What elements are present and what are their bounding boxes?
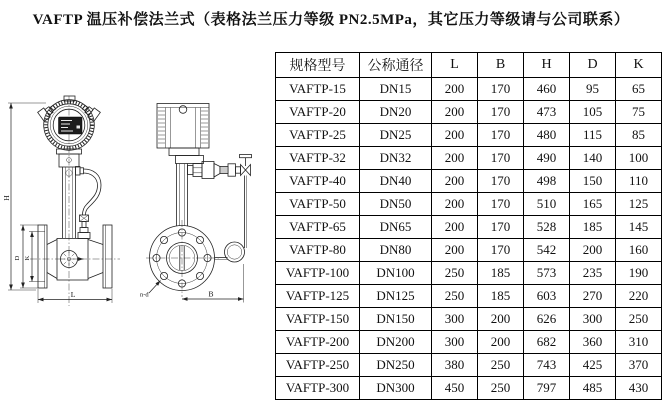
spec-cell: 425 <box>570 354 616 377</box>
spec-cell: VAFTP-100 <box>276 262 360 285</box>
spec-cell: 185 <box>478 262 524 285</box>
spec-cell: VAFTP-65 <box>276 216 360 239</box>
spec-cell: 235 <box>570 262 616 285</box>
spec-cell: 498 <box>524 170 570 193</box>
spec-cell: VAFTP-40 <box>276 170 360 193</box>
table-row <box>276 124 662 147</box>
dim-label-B: B <box>208 289 214 299</box>
flowmeter-side-view <box>2 96 120 306</box>
dim-label-D: D <box>14 255 21 261</box>
spec-cell: DN25 <box>360 124 432 147</box>
spec-cell: 200 <box>432 193 478 216</box>
flange-face <box>140 220 221 299</box>
transmitter-housing <box>157 104 209 164</box>
spec-cell: 220 <box>616 285 662 308</box>
spec-cell: 528 <box>524 216 570 239</box>
spec-cell: 797 <box>524 377 570 400</box>
spec-cell: 170 <box>478 124 524 147</box>
table-row <box>276 78 662 101</box>
spec-cell: 250 <box>478 377 524 400</box>
bolt-hole-callout <box>140 281 161 299</box>
table-row <box>276 216 662 239</box>
spec-cell: 510 <box>524 193 570 216</box>
column-header: B <box>478 53 524 78</box>
table-row <box>276 101 662 124</box>
spec-cell: 200 <box>432 170 478 193</box>
column-header: L <box>432 53 478 78</box>
dimension-K <box>24 232 45 282</box>
spec-cell: 682 <box>524 331 570 354</box>
spec-cell: 85 <box>616 124 662 147</box>
spec-cell: VAFTP-250 <box>276 354 360 377</box>
spec-cell: 200 <box>478 308 524 331</box>
spec-table-body <box>276 78 662 400</box>
spec-cell: VAFTP-300 <box>276 377 360 400</box>
column-header: K <box>616 53 662 78</box>
table-row <box>276 354 662 377</box>
spec-table-head-row <box>276 53 662 78</box>
table-row <box>276 193 662 216</box>
spec-cell: VAFTP-200 <box>276 331 360 354</box>
spec-cell: 170 <box>478 193 524 216</box>
housing-fins-left <box>158 111 165 143</box>
table-row <box>276 170 662 193</box>
spec-cell: DN15 <box>360 78 432 101</box>
flange-left <box>38 225 47 288</box>
spec-cell: 170 <box>478 216 524 239</box>
spec-cell: 485 <box>570 377 616 400</box>
spec-cell: VAFTP-32 <box>276 147 360 170</box>
needle-valve <box>240 155 252 176</box>
spec-cell: VAFTP-80 <box>276 239 360 262</box>
neck-tube <box>177 164 188 227</box>
table-row <box>276 285 662 308</box>
spec-cell: 185 <box>570 216 616 239</box>
dim-label-n-d: n-d <box>140 291 149 299</box>
table-row <box>276 377 662 400</box>
spec-cell: 250 <box>478 354 524 377</box>
pressure-pipe <box>76 167 102 239</box>
spec-cell: 110 <box>616 170 662 193</box>
spec-cell: 626 <box>524 308 570 331</box>
spec-cell: 380 <box>432 354 478 377</box>
spec-cell: DN200 <box>360 331 432 354</box>
spec-cell: 573 <box>524 262 570 285</box>
spec-cell: 250 <box>432 262 478 285</box>
flange-right <box>103 225 112 288</box>
column-header: D <box>570 53 616 78</box>
spec-cell: DN150 <box>360 308 432 331</box>
spec-cell: 250 <box>616 308 662 331</box>
spec-cell: DN125 <box>360 285 432 308</box>
spec-cell: 200 <box>432 147 478 170</box>
spec-cell: VAFTP-25 <box>276 124 360 147</box>
spec-cell: 75 <box>616 101 662 124</box>
spec-cell: 473 <box>524 101 570 124</box>
dimension-L <box>38 289 112 303</box>
spec-cell: 140 <box>570 147 616 170</box>
table-row <box>276 331 662 354</box>
spec-cell: 270 <box>570 285 616 308</box>
spec-cell: 603 <box>524 285 570 308</box>
spec-cell: 170 <box>478 239 524 262</box>
column-header: 规格型号 <box>276 53 360 78</box>
spec-cell: 200 <box>432 124 478 147</box>
spec-cell: VAFTP-125 <box>276 285 360 308</box>
table-row <box>276 239 662 262</box>
spec-cell: 480 <box>524 124 570 147</box>
spec-cell: 360 <box>570 331 616 354</box>
column-header: H <box>524 53 570 78</box>
spec-cell: 105 <box>570 101 616 124</box>
spec-cell: 185 <box>478 285 524 308</box>
spec-cell: 300 <box>432 331 478 354</box>
spec-cell: 370 <box>616 354 662 377</box>
page-title: VAFTP 温压补偿法兰式（表格法兰压力等级 PN2.5MPa，其它压力等级请与公司联系） <box>32 12 630 28</box>
spec-cell: 150 <box>570 170 616 193</box>
spec-cell: VAFTP-20 <box>276 101 360 124</box>
spec-cell: 145 <box>616 216 662 239</box>
dim-label-H: H <box>2 195 11 201</box>
capillary-tube <box>215 176 247 263</box>
spec-cell: 450 <box>432 377 478 400</box>
spec-cell: DN20 <box>360 101 432 124</box>
flowmeter-front-view <box>140 104 252 303</box>
drain-valve <box>78 215 90 239</box>
flowmeter-drawing-svg <box>0 58 276 403</box>
spec-cell: 743 <box>524 354 570 377</box>
column-header: 公称通径 <box>360 53 432 78</box>
spec-cell: 200 <box>432 239 478 262</box>
spec-cell: 125 <box>616 193 662 216</box>
meter-body <box>38 225 112 288</box>
spec-cell: 200 <box>432 78 478 101</box>
spec-cell: 100 <box>616 147 662 170</box>
spec-cell: 490 <box>524 147 570 170</box>
lcd-display <box>59 117 83 134</box>
spec-cell: 95 <box>570 78 616 101</box>
spec-cell: DN300 <box>360 377 432 400</box>
spec-cell: VAFTP-50 <box>276 193 360 216</box>
spec-cell: 200 <box>570 239 616 262</box>
dimension-spec-table <box>275 52 662 400</box>
dim-label-K: K <box>24 255 31 261</box>
spec-cell: 170 <box>478 170 524 193</box>
spec-cell: DN80 <box>360 239 432 262</box>
spec-cell: 542 <box>524 239 570 262</box>
spec-cell: 200 <box>432 101 478 124</box>
spec-cell: 430 <box>616 377 662 400</box>
table-row <box>276 262 662 285</box>
dimension-B <box>182 264 244 303</box>
spec-cell: 190 <box>616 262 662 285</box>
spec-cell: DN40 <box>360 170 432 193</box>
dimension-H <box>2 103 46 290</box>
flowmeter-technical-drawing <box>0 58 276 403</box>
spec-cell: 300 <box>570 308 616 331</box>
housing-fins-right <box>201 111 208 143</box>
dim-label-L: L <box>70 290 76 299</box>
spec-cell: DN32 <box>360 147 432 170</box>
spec-cell: 165 <box>570 193 616 216</box>
spec-cell: 200 <box>432 216 478 239</box>
spec-cell: 115 <box>570 124 616 147</box>
spec-cell: 310 <box>616 331 662 354</box>
table-row <box>276 147 662 170</box>
spec-cell: 200 <box>478 331 524 354</box>
spec-cell: 460 <box>524 78 570 101</box>
spec-cell: 160 <box>616 239 662 262</box>
spec-cell: VAFTP-15 <box>276 78 360 101</box>
spec-cell: 170 <box>478 101 524 124</box>
spec-cell: DN100 <box>360 262 432 285</box>
spec-cell: DN250 <box>360 354 432 377</box>
spec-cell: 65 <box>616 78 662 101</box>
spec-cell: VAFTP-150 <box>276 308 360 331</box>
transmitter-head <box>38 96 101 150</box>
spec-cell: 170 <box>478 78 524 101</box>
spec-cell: 170 <box>478 147 524 170</box>
spec-cell: DN65 <box>360 216 432 239</box>
spec-cell: DN50 <box>360 193 432 216</box>
table-row <box>276 308 662 331</box>
spec-cell: 250 <box>432 285 478 308</box>
spec-cell: 300 <box>432 308 478 331</box>
sensor-valve-assembly <box>188 155 252 263</box>
